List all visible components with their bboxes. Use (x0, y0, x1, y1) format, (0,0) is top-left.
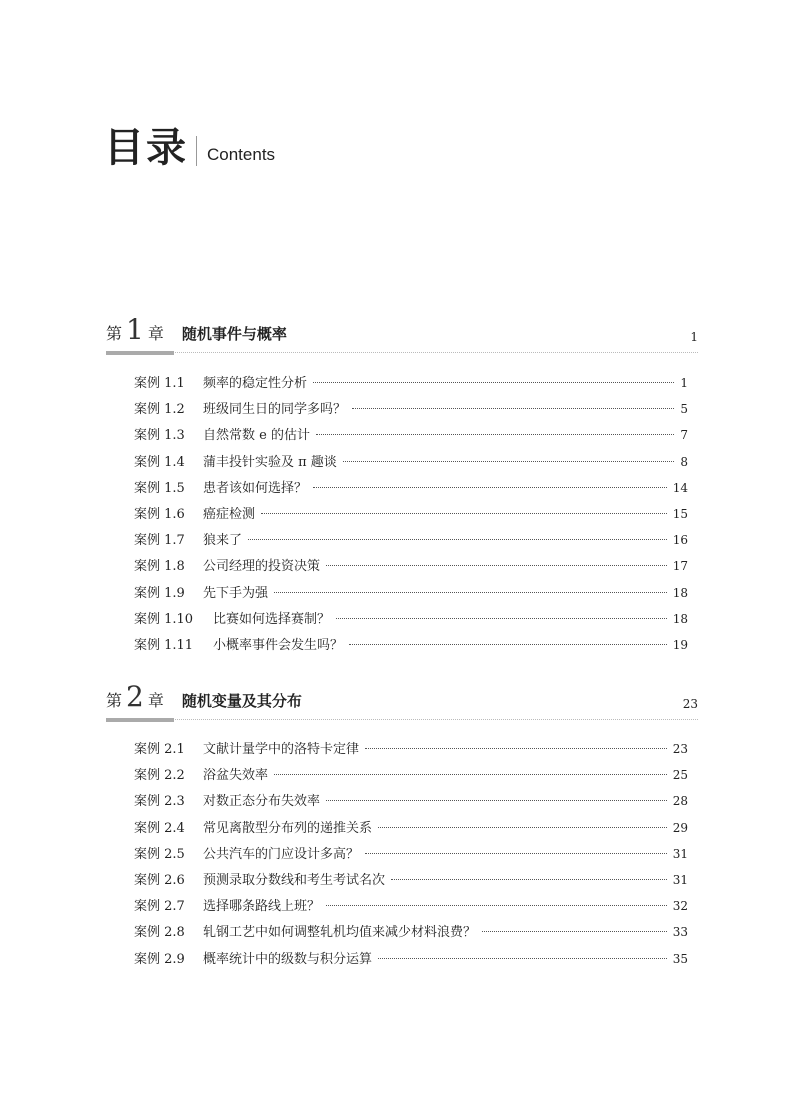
entry-label: 案例 1.11 (134, 638, 194, 653)
toc-entry[interactable] (134, 948, 688, 968)
toc-entry[interactable] (134, 921, 688, 941)
chapter-dotted-rule (106, 719, 698, 720)
entry-page: 1 (680, 376, 688, 390)
entry-label: 案例 1.1 (134, 376, 185, 391)
entry-page: 29 (672, 820, 688, 835)
chapter-page: 23 (682, 697, 698, 711)
toc-heading (104, 126, 275, 170)
entry-page: 32 (672, 899, 688, 914)
entry-title: 公共汽车的门应设计多高？ (203, 846, 360, 862)
toc-entry[interactable] (134, 503, 688, 523)
entry-title: 患者该如何选择？ (203, 480, 308, 496)
toc-entry[interactable] (134, 790, 688, 810)
entry-page: 25 (672, 768, 688, 783)
entry-page: 16 (672, 533, 688, 548)
dot-leader (378, 827, 667, 828)
chapter-heading[interactable] (106, 680, 698, 723)
entry-title: 频率的稳定性分析 (203, 376, 308, 391)
entry-label: 案例 2.2 (134, 768, 185, 784)
entry-label: 案例 2.7 (134, 899, 185, 915)
toc-entry[interactable] (134, 477, 688, 497)
entry-label: 案例 1.4 (134, 454, 185, 470)
dot-leader (349, 644, 667, 645)
entry-label: 案例 2.4 (134, 820, 185, 836)
entry-title: 比赛如何选择赛制？ (213, 611, 331, 627)
entry-title: 小概率事件会发生吗？ (213, 638, 344, 653)
entry-title: 常见离散型分布列的递推关系 (203, 820, 373, 836)
entry-label: 案例 1.3 (134, 428, 185, 444)
entry-title: 公司经理的投资决策 (203, 559, 321, 575)
toc-entry[interactable] (134, 582, 688, 602)
chapter-number: 2 (126, 680, 144, 713)
toc-entry[interactable] (134, 372, 688, 392)
entry-page: 15 (672, 507, 688, 521)
dot-leader (352, 408, 674, 409)
chapter-suffix: 章 (147, 691, 164, 710)
entry-page: 14 (672, 480, 688, 495)
toc-entry[interactable] (134, 764, 688, 784)
entry-label: 案例 1.8 (134, 559, 185, 575)
heading-zh: 目录 (104, 124, 188, 171)
entry-page: 5 (680, 402, 688, 417)
entry-title: 浴盆失效率 (203, 768, 269, 784)
entry-page: 35 (672, 951, 688, 966)
chapter-accent-bar (106, 351, 174, 355)
dot-leader (313, 487, 667, 488)
entry-label: 案例 2.5 (134, 846, 185, 862)
dot-leader (365, 748, 667, 749)
dot-leader (326, 565, 667, 566)
dot-leader (326, 905, 667, 906)
toc-entry[interactable] (134, 895, 688, 915)
entry-page: 18 (672, 585, 688, 600)
entry-page: 17 (672, 559, 688, 574)
entry-title: 先下手为强 (203, 585, 269, 601)
toc-entry[interactable] (134, 555, 688, 575)
chapter-dotted-rule (106, 352, 698, 353)
chapter-number: 1 (126, 313, 144, 346)
chapter-prefix: 第 (106, 324, 123, 343)
dot-leader (248, 539, 667, 540)
entry-title: 蒲丰投针实验及 π 趣谈 (203, 454, 337, 470)
dot-leader (274, 774, 667, 775)
dot-leader (365, 853, 667, 854)
chapter-title: 随机事件与概率 (181, 325, 287, 343)
entry-page: 31 (672, 873, 688, 887)
entry-label: 案例 2.8 (134, 925, 185, 941)
entry-label: 案例 1.6 (134, 507, 185, 522)
toc-entry[interactable] (134, 398, 688, 418)
entry-label: 案例 2.3 (134, 794, 185, 810)
entry-title: 对数正态分布失效率 (203, 794, 321, 810)
entry-label: 案例 2.1 (134, 742, 185, 757)
heading-divider (196, 136, 197, 166)
dot-leader (343, 461, 675, 462)
entry-title: 癌症检测 (203, 507, 256, 522)
toc-entry[interactable] (134, 843, 688, 863)
toc-entry[interactable] (134, 738, 688, 758)
entry-page: 33 (672, 925, 688, 940)
chapter-heading[interactable] (106, 313, 698, 356)
chapter-prefix: 第 (106, 691, 123, 710)
entry-page: 7 (680, 428, 688, 443)
toc-entry[interactable] (134, 817, 688, 837)
entry-label: 案例 1.10 (134, 611, 194, 627)
dot-leader (261, 513, 667, 514)
entry-label: 案例 2.9 (134, 951, 185, 967)
toc-entry[interactable] (134, 869, 688, 889)
entry-title: 选择哪条路线上班？ (203, 899, 321, 915)
chapter-title: 随机变量及其分布 (181, 692, 302, 710)
entry-page: 19 (672, 638, 688, 652)
entry-title: 概率统计中的级数与积分运算 (203, 951, 373, 967)
toc-entry[interactable] (134, 451, 688, 471)
dot-leader (326, 800, 667, 801)
dot-leader (274, 592, 667, 593)
entry-label: 案例 1.5 (134, 480, 185, 496)
chapter-suffix: 章 (147, 324, 164, 343)
entry-page: 28 (672, 794, 688, 809)
entry-title: 轧钢工艺中如何调整轧机均值来减少材料浪费？ (203, 925, 477, 941)
dot-leader (378, 958, 667, 959)
entry-title: 班级同生日的同学多吗？ (203, 402, 347, 418)
entry-title: 自然常数 e 的估计 (203, 428, 310, 444)
dot-leader (316, 434, 674, 435)
dot-leader (482, 931, 667, 932)
entry-title: 预测录取分数线和考生考试名次 (203, 873, 386, 888)
dot-leader (313, 382, 674, 383)
toc-entry[interactable] (134, 634, 688, 654)
toc-entry[interactable] (134, 608, 688, 628)
dot-leader (336, 618, 667, 619)
chapter-accent-bar (106, 718, 174, 722)
dot-leader (391, 879, 667, 880)
entry-page: 23 (672, 742, 688, 756)
entry-label: 案例 1.2 (134, 402, 185, 418)
toc-entry[interactable] (134, 529, 688, 549)
entry-page: 8 (680, 454, 688, 469)
entry-page: 31 (672, 846, 688, 861)
toc-entry[interactable] (134, 424, 688, 444)
entry-label: 案例 1.9 (134, 585, 185, 601)
heading-en: Contents (207, 145, 276, 164)
entry-page: 18 (672, 611, 688, 626)
chapter-page: 1 (690, 330, 698, 344)
entry-label: 案例 1.7 (134, 533, 185, 549)
entry-label: 案例 2.6 (134, 873, 185, 888)
entry-title: 狼来了 (203, 533, 243, 549)
entry-title: 文献计量学中的洛特卡定律 (203, 742, 360, 757)
